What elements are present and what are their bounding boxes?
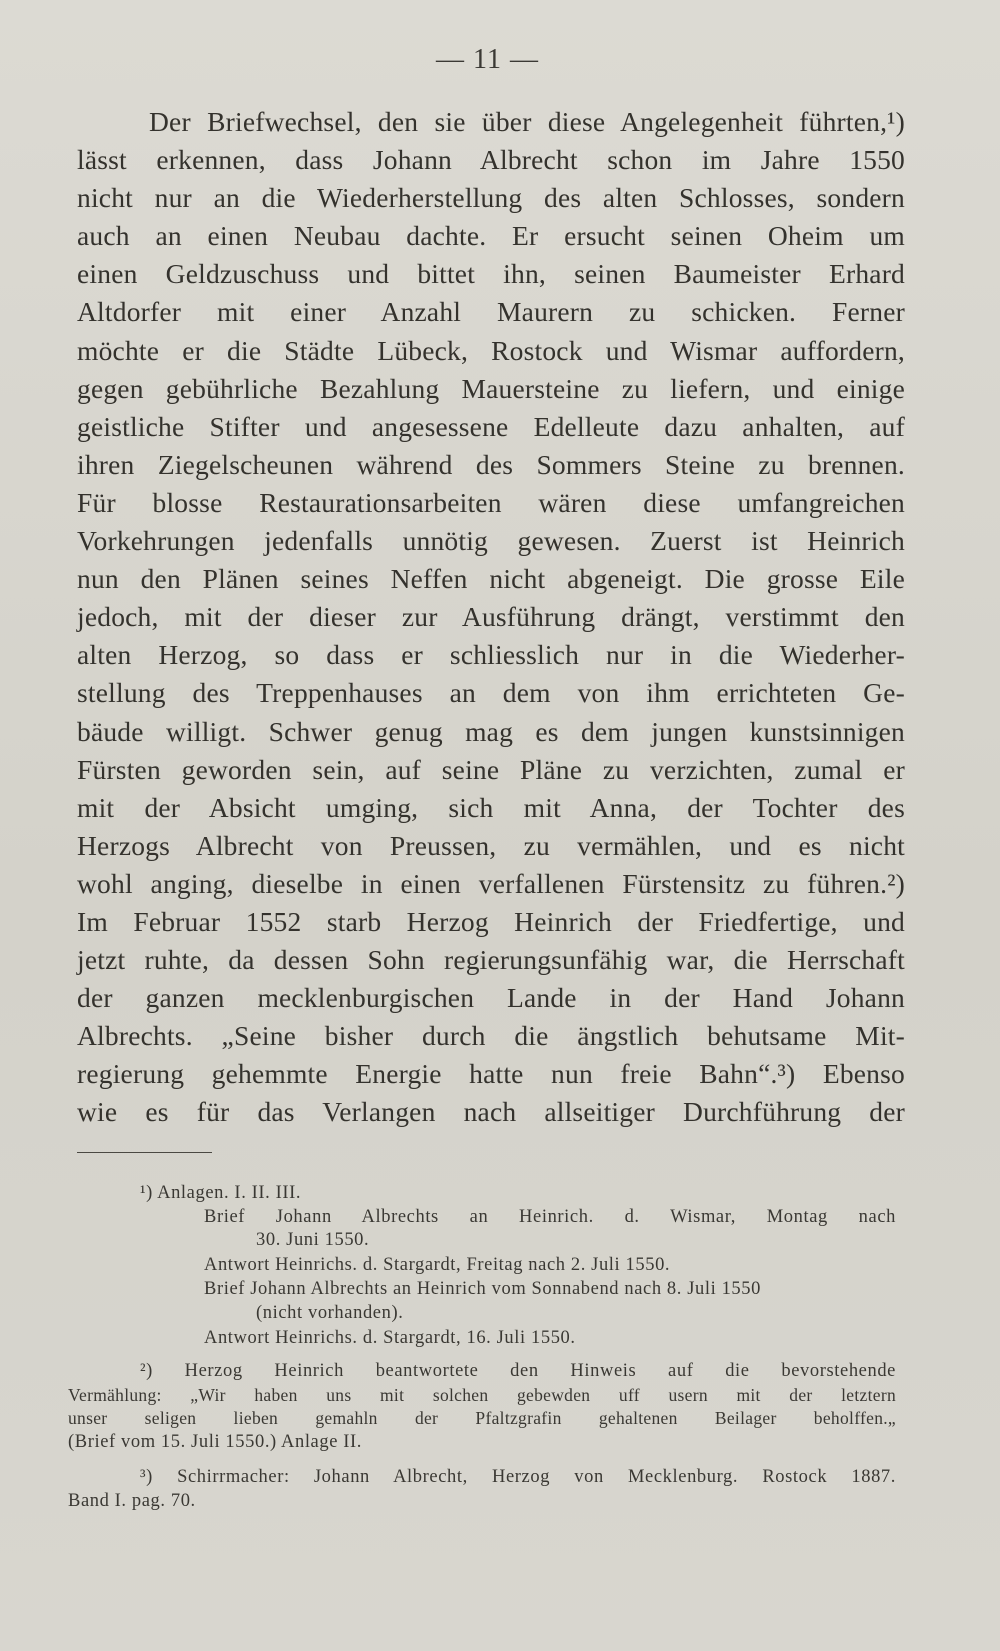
body-line: alten Herzog, so dass er schliesslich nur in die Wiederher- — [77, 639, 905, 671]
body-line: Albrechts. „Seine bisher durch die ängstlich behutsame Mit- — [77, 1020, 905, 1052]
footnote-3-line: Band I. pag. 70. — [68, 1491, 196, 1511]
footnote-1-line: (nicht vorhanden). — [256, 1303, 404, 1323]
body-line: Vorkehrungen jedenfalls unnötig gewesen. Zuerst ist Heinrich — [77, 525, 905, 557]
body-line: nun den Plänen seines Neffen nicht abgeneigt. Die grosse Eile — [77, 563, 905, 595]
footnote-1-line: Brief Johann Albrechts an Heinrich vom Sonnabend nach 8. Juli 1550 — [204, 1279, 761, 1299]
body-line: lässt erkennen, dass Johann Albrecht schon im Jahre 1550 — [77, 144, 905, 176]
body-line: jetzt ruhte, da dessen Sohn regierungsunfähig war, die Herrschaft — [77, 944, 905, 976]
body-line: ihren Ziegelscheunen während des Sommers Steine zu brennen. — [77, 448, 905, 480]
body-line: auch an einen Neubau dachte. Er ersucht seinen Oheim um — [77, 220, 905, 252]
body-line: geistliche Stifter und angesessene Edelleute dazu anhalten, auf — [77, 410, 905, 442]
footnote-1-line: Antwort Heinrichs. d. Stargardt, Freitag nach 2. Juli 1550. — [204, 1255, 671, 1275]
footnote-separator — [77, 1152, 212, 1153]
body-line: Der Briefwechsel, den sie über diese Angelegenheit führten,¹) — [149, 106, 905, 137]
body-line: Für blosse Restaurationsarbeiten wären diese umfangreichen — [77, 486, 905, 518]
body-line: Im Februar 1552 starb Herzog Heinrich der Friedfertige, und — [77, 905, 905, 937]
body-line: regierung gehemmte Energie hatte nun freie Bahn“.³) Ebenso — [77, 1058, 905, 1090]
body-text — [77, 103, 905, 1132]
page-number: — 11 — — [436, 44, 539, 75]
body-line: Altdorfer mit einer Anzahl Maurern zu schicken. Ferner — [77, 296, 905, 328]
body-line: einen Geldzuschuss und bittet ihn, seinen Baumeister Erhard — [77, 258, 905, 290]
body-line: wohl anging, dieselbe in einen verfallenen Fürstensitz zu führen.²) — [77, 867, 905, 899]
footnote-1-line: Brief Johann Albrechts an Heinrich. d. Wismar, Montag nach — [204, 1207, 896, 1227]
body-line: nicht nur an die Wiederherstellung des alten Schlosses, sondern — [77, 182, 905, 214]
body-line: wie es für das Verlangen nach allseitiger Durchführung der — [77, 1096, 905, 1128]
body-line: der ganzen mecklenburgischen Lande in der Hand Johann — [77, 982, 905, 1014]
body-line: Herzogs Albrecht von Preussen, zu vermählen, und es nicht — [77, 829, 905, 861]
footnote-1-line: Antwort Heinrichs. d. Stargardt, 16. Juli 1550. — [204, 1328, 576, 1348]
body-line: möchte er die Städte Lübeck, Rostock und Wismar auffordern, — [77, 334, 905, 366]
footnote-2-line: ²) Herzog Heinrich beantwortete den Hinweis auf die bevorstehende — [140, 1361, 896, 1381]
body-line: jedoch, mit der dieser zur Ausführung drängt, verstimmt den — [77, 601, 905, 633]
footnote-2-line: Vermählung: „Wir haben uns mit solchen gebewden uff usern mit der letztern — [68, 1385, 896, 1405]
body-line: bäude willigt. Schwer genug mag es dem jungen kunstsinnigen — [77, 715, 905, 747]
footnote-3-line: ³) Schirrmacher: Johann Albrecht, Herzog von Mecklenburg. Rostock 1887. — [140, 1467, 896, 1487]
body-line: gegen gebührliche Bezahlung Mauersteine zu liefern, und einige — [77, 372, 905, 404]
body-line: mit der Absicht umging, sich mit Anna, der Tochter des — [77, 791, 905, 823]
footnote-1-line: 30. Juni 1550. — [256, 1230, 370, 1250]
footnote-2-line: unser seligen lieben gemahln der Pfaltzgrafin gehaltenen Beilager beholffen.„ — [68, 1408, 896, 1428]
body-line: Fürsten geworden sein, auf seine Pläne zu verzichten, zumal er — [77, 753, 905, 785]
footnote-1-line: ¹) Anlagen. I. II. III. — [140, 1183, 302, 1203]
body-line: stellung des Treppenhauses an dem von ihm errichteten Ge- — [77, 677, 905, 709]
footnote-2-line: (Brief vom 15. Juli 1550.) Anlage II. — [68, 1432, 362, 1452]
